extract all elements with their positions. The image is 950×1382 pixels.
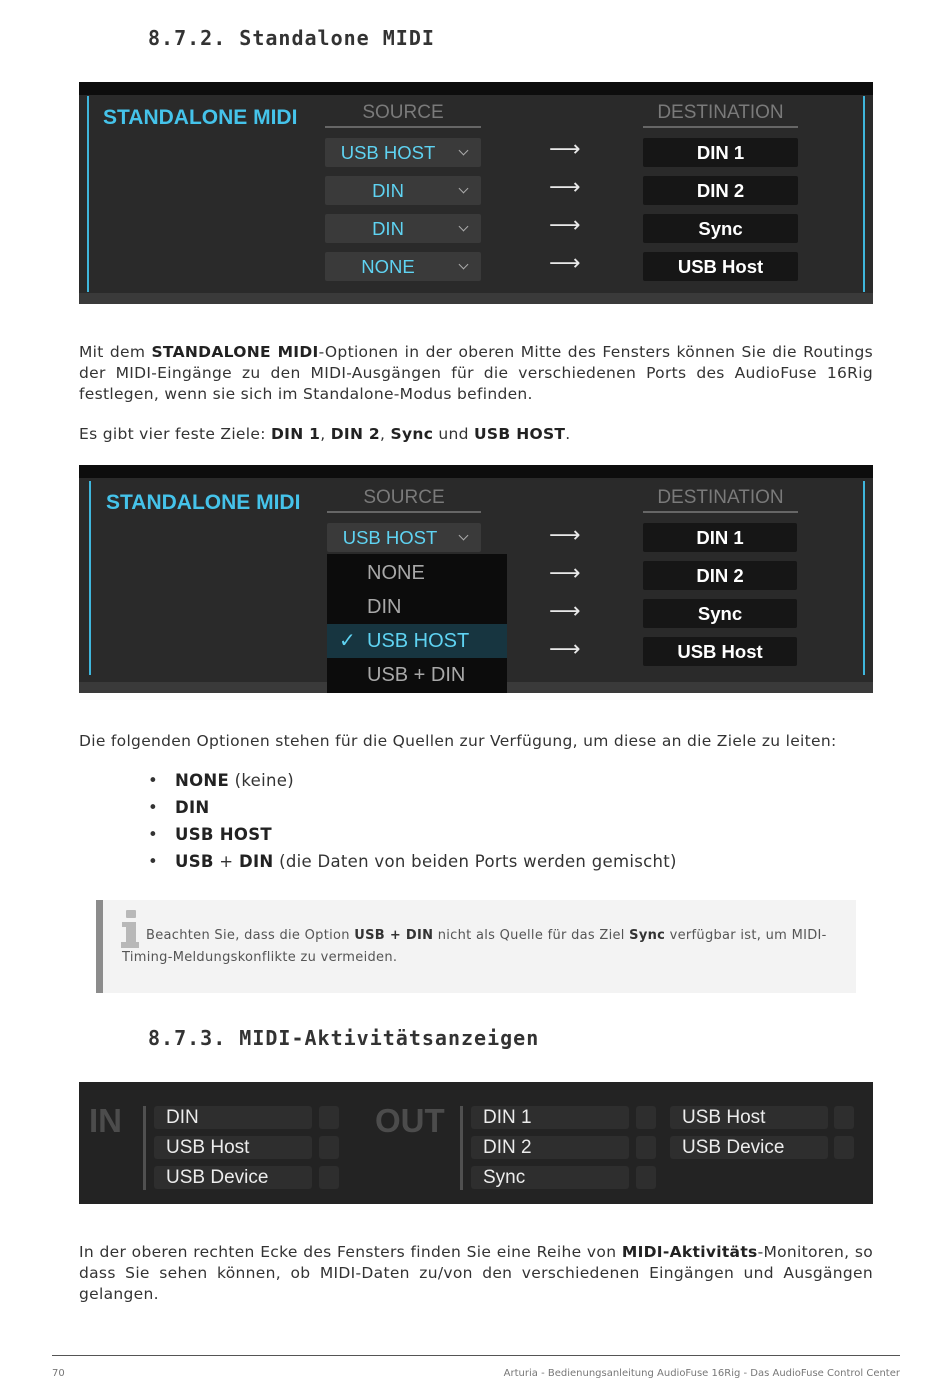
output-sync-label: Sync	[471, 1166, 629, 1189]
chevron-down-icon	[459, 222, 469, 232]
bold-text: DIN	[238, 852, 274, 871]
footer-title: Arturia - Bedienungsanleitung AudioFuse 16Rig - Das AudioFuse Control Center	[503, 1368, 900, 1379]
text: +	[213, 852, 239, 871]
out-label: OUT	[375, 1102, 445, 1139]
paragraph-fixed-destinations	[79, 424, 873, 445]
activity-indicator	[319, 1136, 339, 1159]
info-note	[96, 900, 856, 993]
divider	[143, 1106, 146, 1190]
panel-left-accent	[89, 481, 91, 675]
chevron-down-icon	[459, 184, 469, 194]
text: Mit dem	[79, 343, 152, 361]
destination-label: DIN 2	[643, 176, 798, 205]
bold-text: DIN 2	[330, 425, 381, 443]
source-value: DIN	[372, 180, 404, 201]
note-text	[122, 925, 840, 969]
chevron-down-icon	[459, 260, 469, 270]
destination-label: DIN 1	[643, 523, 797, 552]
panel-left-accent	[87, 96, 89, 292]
text: (keine)	[229, 771, 294, 790]
panel-title: STANDALONE MIDI	[103, 106, 298, 129]
output-usb-device-label: USB Device	[670, 1136, 828, 1159]
output-usb-host-label: USB Host	[670, 1106, 828, 1129]
panel-right-accent	[863, 96, 865, 292]
bold-text: MIDI-Aktivitäts	[621, 1243, 758, 1261]
section-heading-midi-activity: 8.7.3. MIDI-Aktivitätsanzeigen	[148, 1026, 540, 1050]
text: nicht als Quelle für das Ziel	[433, 928, 630, 943]
output-din-2-label: DIN 2	[471, 1136, 629, 1159]
destination-label: Sync	[643, 214, 798, 243]
panel-top-bar	[79, 465, 873, 478]
bold-text: USB HOST	[175, 825, 272, 844]
text: In der oberen rechten Ecke des Fensters finden Sie eine Reihe von	[79, 1243, 622, 1261]
chevron-down-icon	[459, 146, 469, 156]
source-column-header: SOURCE	[327, 487, 481, 513]
bullet-icon: •	[148, 852, 159, 871]
bold-text: Sync	[390, 425, 434, 443]
bold-text: STANDALONE MIDI	[151, 343, 319, 361]
input-din-label: DIN	[154, 1106, 312, 1129]
destination-label: USB Host	[643, 252, 798, 281]
option-label: DIN	[367, 596, 402, 618]
arrow-right-icon: ⟶	[549, 637, 581, 662]
destination-column-header: DESTINATION	[643, 102, 798, 128]
source-column-header: SOURCE	[325, 102, 481, 128]
activity-indicator	[636, 1106, 656, 1129]
bold-text: DIN 1	[270, 425, 321, 443]
source-dropdown-menu	[327, 554, 507, 693]
text: ,	[320, 425, 331, 443]
bullet-icon: •	[148, 825, 159, 844]
dropdown-option-usb-host[interactable]	[327, 624, 507, 658]
dropdown-option-none[interactable]	[327, 556, 507, 590]
in-label: IN	[89, 1102, 122, 1139]
source-value: USB HOST	[342, 527, 438, 548]
bold-text: DIN	[175, 798, 210, 817]
arrow-right-icon: ⟶	[549, 599, 581, 624]
text: Es gibt vier feste Ziele:	[79, 425, 271, 443]
input-usb-host-label: USB Host	[154, 1136, 312, 1159]
text: verfügbar ist, um MIDI-Timing-Meldungskonflikte zu vermeiden.	[122, 928, 827, 965]
paragraph-standalone-intro	[79, 342, 873, 405]
text: und	[433, 425, 475, 443]
text: .	[565, 425, 571, 443]
source-select-sync[interactable]	[325, 214, 481, 243]
activity-indicator	[636, 1166, 656, 1189]
midi-activity-panel	[79, 1082, 873, 1204]
source-value: NONE	[361, 256, 415, 277]
dropdown-option-din[interactable]	[327, 590, 507, 624]
activity-indicator	[636, 1136, 656, 1159]
destination-label: DIN 2	[643, 561, 797, 590]
bullet-icon: •	[148, 771, 159, 790]
destination-column-header: DESTINATION	[643, 487, 798, 513]
arrow-right-icon: ⟶	[549, 523, 581, 548]
option-label: NONE	[367, 562, 425, 584]
source-value: DIN	[372, 218, 404, 239]
activity-indicator	[319, 1106, 339, 1129]
text: Beachten Sie, dass die Option	[146, 928, 355, 943]
source-select-usb-host[interactable]	[325, 252, 481, 281]
arrow-right-icon: ⟶	[549, 175, 581, 200]
divider	[460, 1106, 463, 1190]
standalone-midi-panel	[79, 82, 873, 304]
option-label: USB + DIN	[367, 664, 466, 686]
source-select-din-1[interactable]	[325, 138, 481, 167]
panel-bottom-bar	[79, 293, 873, 304]
panel-top-bar	[79, 82, 873, 95]
output-din-1-label: DIN 1	[471, 1106, 629, 1129]
text: ,	[380, 425, 391, 443]
activity-indicator	[834, 1106, 854, 1129]
page-number: 70	[52, 1368, 65, 1379]
destination-label: Sync	[643, 599, 797, 628]
source-select-open[interactable]	[327, 523, 481, 552]
dropdown-option-usb-din[interactable]	[327, 658, 507, 692]
arrow-right-icon: ⟶	[549, 251, 581, 276]
destination-label: USB Host	[643, 637, 797, 666]
text: (die Daten von beiden Ports werden gemischt)	[273, 852, 677, 871]
standalone-midi-panel-dropdown	[79, 465, 873, 693]
activity-indicator	[834, 1136, 854, 1159]
panel-right-accent	[863, 481, 865, 675]
arrow-right-icon: ⟶	[549, 137, 581, 162]
input-usb-device-label: USB Device	[154, 1166, 312, 1189]
bold-text: Sync	[629, 928, 666, 943]
panel-title: STANDALONE MIDI	[106, 491, 301, 514]
arrow-right-icon: ⟶	[549, 213, 581, 238]
bullet-icon: •	[148, 798, 159, 817]
bold-text: NONE	[175, 771, 230, 790]
option-label: USB HOST	[367, 630, 470, 652]
chevron-down-icon	[459, 531, 469, 541]
checkmark-icon: ✓	[339, 630, 356, 652]
bold-text: USB + DIN	[354, 928, 434, 943]
source-value: USB HOST	[340, 142, 436, 163]
source-select-din-2[interactable]	[325, 176, 481, 205]
text: -Optionen in der oberen Mitte des Fensters können Sie die Routings der MIDI-Eingänge zu den MIDI-Ausgängen für die verschiedenen Ports des AudioFuse 16Rig festlegen, wenn sie sich im Standalone-Modus befinden.	[79, 343, 873, 403]
text: -Monitoren, so dass Sie sehen können, ob MIDI-Daten zu/von den verschiedenen Eingängen und Ausgängen gelangen.	[79, 1243, 873, 1303]
paragraph-midi-activity	[79, 1242, 873, 1305]
paragraph-source-options: Die folgenden Optionen stehen für die Quellen zur Verfügung, um diese an die Ziele zu leiten:	[79, 732, 837, 750]
bold-text: USB HOST	[474, 425, 566, 443]
activity-indicator	[319, 1166, 339, 1189]
section-heading-standalone-midi: 8.7.2. Standalone MIDI	[148, 26, 435, 50]
footer-divider	[52, 1355, 900, 1356]
bold-text: USB	[175, 852, 214, 871]
destination-label: DIN 1	[643, 138, 798, 167]
arrow-right-icon: ⟶	[549, 561, 581, 586]
note-accent-bar	[96, 900, 103, 993]
